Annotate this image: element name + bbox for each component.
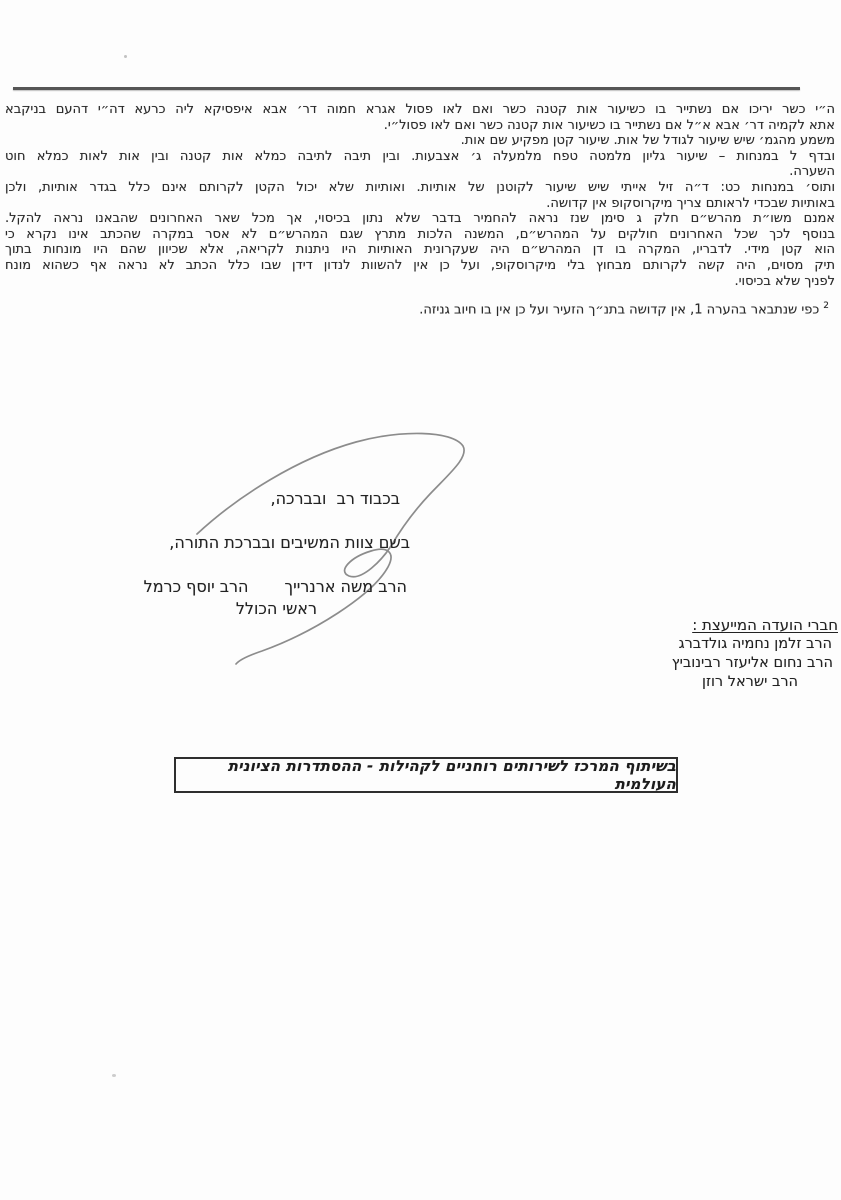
- body-line: השערה.: [789, 164, 835, 180]
- body-line: באותיות שבכדי לראותם צריך מיקרוסקופ אין קדושה.: [546, 195, 835, 211]
- signers-role: ראשי הכולל: [235, 599, 317, 618]
- body-line: ה״י כשר יריכו אם נשתייר בו כשיעור אות קטנה כשר ואם לאו פסול אגרא חמוה דר׳ אבא איפסיקא ליה כרעא דה״י דהעם בניקבא: [5, 102, 835, 117]
- partnership-footer-text: בשיתוף המרכז לשירותים רוחניים לקהילות - ההסתדרות הציונית העולמית: [227, 757, 676, 793]
- body-line: תיק מסוים, היה קשה לקרותם מבחוץ בלי מיקרוסקופ, ועל כן אין להשוות לנדון דידן שבו כלל הכתב לא נראה אף כשהוא מונח: [5, 257, 835, 273]
- footnote-marker: 2: [823, 301, 829, 312]
- committee-heading: חברי הועדה המייעצת :: [692, 616, 838, 634]
- body-line: ובדף ל במנחות – שיעור גליון מלמטה טפח מלמעלה ג׳ אצבעות. ובין תיבה לתיבה כמלא אות קטנה ובין אות לאות כמלא חוט: [5, 148, 835, 164]
- body-line: בנוסף לכך שכל האחרונים חולקים על המהרש״ם, המשנה הלכות מתרץ שגם המהרש״ם לא אסר במקרה שהכתב אינו נקרא כי: [5, 226, 835, 242]
- top-divider-line: [13, 87, 800, 90]
- body-line: הוא קטן מידי. לדבריו, המקרה בו דן המהרש״ם היה שעקרונית האותיות היו ניתנות לקריאה, אלא שכיוון שהם היו מונחות בתוך: [5, 242, 835, 258]
- footnote: [5, 299, 835, 318]
- body-line: משמע מהגמ׳ שיש שיעור לגודל של אות. שיעור קטן מפקיע שם אות.: [460, 133, 835, 149]
- scan-speck: [112, 1074, 116, 1077]
- partnership-footer-box: [174, 757, 678, 793]
- closing-team-line: בשם צוות המשיבים ובברכת התורה,: [169, 533, 410, 552]
- signers-row: [144, 577, 407, 596]
- body-text: [5, 102, 835, 318]
- scan-speck: [124, 55, 127, 58]
- committee-member: הרב נחום אליעזר רבינוביץ: [671, 655, 833, 671]
- body-line: אתא לקמיה דר׳ אבא א״ל אם נשתייר בו כשיעור אות קטנה כשר ואם לאו פסול״י.: [383, 117, 835, 133]
- body-line: לפניך שלא בכיסוי.: [734, 273, 835, 289]
- signer-name-right: הרב משה ארנרייך: [284, 577, 407, 596]
- closing-salutation: בכבוד רב ובברכה,: [270, 489, 400, 508]
- signer-name-left: הרב יוסף כרמל: [143, 577, 249, 596]
- footnote-text: כפי שנתבאר בהערה 1, אין קדושה בתנ״ך הזעיר ועל כן אין בו חיוב גניזה.: [419, 302, 820, 318]
- body-line: אמנם משו״ת מהרש״ם חלק ג סימן שנז נראה להחמיר בדבר שלא נתון בכיסוי, אך מכל שאר האחרונים שהבאנו נראה להקל.: [5, 211, 835, 227]
- committee-member: הרב זלמן נחמיה גולדברג: [678, 636, 832, 652]
- committee-member: הרב ישראל רוזן: [702, 674, 798, 690]
- body-line: ותוס׳ במנחות כט: ד״ה זיל אייתי שיש שיעור לקוטנן של אותיות. ואותיות שלא יכול הקטן לקרותם אינם כלל בגדר אותיות, ולכן: [5, 179, 835, 195]
